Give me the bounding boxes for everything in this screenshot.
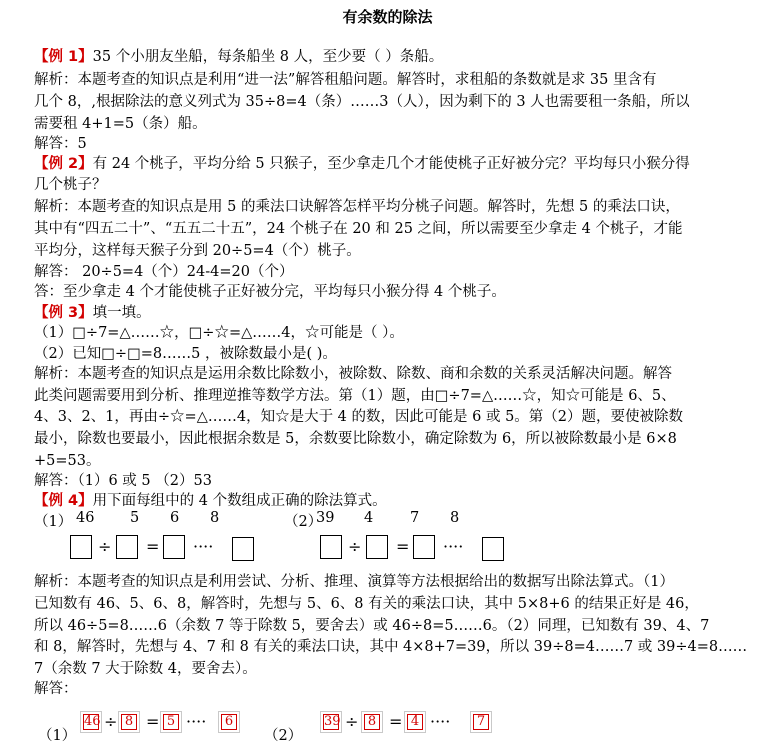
line-text: 几个桃子？ xyxy=(34,177,107,193)
text-line xyxy=(34,637,747,657)
example-label: 【例 2】 xyxy=(34,156,93,172)
text-line xyxy=(34,219,683,239)
line-text: 最小，除数也要最小，因此根据余数是 5，余数要比除数小，确定除数为 6，所以被除数最小是 6×8 xyxy=(34,431,677,447)
answer-divisor: 8 xyxy=(118,711,140,733)
text-line xyxy=(34,154,690,174)
text-line xyxy=(34,364,672,384)
text-line xyxy=(34,572,674,592)
answer2-label: （2） xyxy=(264,728,303,744)
remainder-dots: ···· xyxy=(430,712,451,731)
answer-divisor: 8 xyxy=(361,711,383,733)
divide-sign: ÷ xyxy=(104,712,118,731)
answer-dividend: 46 xyxy=(80,711,102,733)
text-line xyxy=(34,303,151,323)
text-line xyxy=(34,471,212,491)
line-text: 解答： xyxy=(34,681,78,697)
text-line xyxy=(34,594,699,614)
text-line xyxy=(34,451,100,471)
text-line xyxy=(34,241,361,261)
line-text: 已知数有 46、5、6、8，解答时，先想与 5、6、8 有关的乘法口诀，其中 5×8+6 的结果正好是 46， xyxy=(34,596,699,612)
blank-remainder-box[interactable] xyxy=(232,537,254,561)
divide-sign: ÷ xyxy=(345,712,359,731)
blank-dividend-box[interactable] xyxy=(70,535,92,559)
line-text: 解答：（1）6 或 5 （2）53 xyxy=(34,473,212,489)
text-line xyxy=(34,282,506,302)
text-line xyxy=(34,491,387,511)
text-line xyxy=(34,92,690,112)
line-text: 用下面每组中的 4 个数组成正确的除法算式。 xyxy=(92,493,387,509)
line-text: 和 8，解答时，先想与 4、7 和 8 有关的乘法口诀，其中 4×8+7=39，所以 39÷8=4……7 或 39÷4=8…… xyxy=(34,639,748,655)
line-text: 答：至少拿走 4 个才能使桃子正好被分完，平均每只小猴分得 4 个桃子。 xyxy=(34,284,506,300)
line-text: （2）已知□÷□=8……5 ，被除数最小是( )。 xyxy=(34,346,337,362)
line-text: 有 24 个桃子，平均分给 5 只猴子，至少拿走几个才能使桃子正好被分完？平均每只小猴分得 xyxy=(92,156,690,172)
line-text: 4、3、2、1，再由÷☆=△……4，知☆是大于 4 的数，因此可能是 6 或 5。第（2）题，要使被除数 xyxy=(34,409,684,425)
line-text: 几个 8，,根据除法的意义列式为 35÷8=4（条）……3（人），因为剩下的 3 人也需要租一条船，所以 xyxy=(34,94,690,110)
remainder-dots: ···· xyxy=(443,537,464,556)
example-label: 【例 1】 xyxy=(34,49,93,65)
text-line xyxy=(34,429,677,449)
text-line xyxy=(34,134,87,154)
text-line xyxy=(34,659,257,679)
group2-number: 7 xyxy=(410,510,420,526)
line-text: 解析：本题考查的知识点是利用“进一法”解答租船问题。解答时，求租船的条数就是求 35 里含有 xyxy=(34,72,657,88)
divide-sign: ÷ xyxy=(98,537,112,556)
text-line xyxy=(34,407,683,427)
line-text: 解析：本题考查的知识点是运用余数比除数小，被除数、除数、商和余数的关系灵活解决问题。解答 xyxy=(34,366,672,382)
group2-number: 4 xyxy=(364,510,374,526)
group1-label: （1） xyxy=(34,514,73,530)
divide-sign: ÷ xyxy=(348,537,362,556)
line-text: 填一填。 xyxy=(92,305,151,321)
line-text: 7（余数 7 大于除数 4，要舍去）。 xyxy=(34,661,257,677)
blank-divisor-box[interactable] xyxy=(366,535,388,559)
remainder-dots: ···· xyxy=(186,712,207,731)
line-text: 所以 46÷5=8……6（余数 7 等于除数 5，要舍去）或 46÷8=5……6。（2）同理，已知数有 39、4、7 xyxy=(34,618,710,634)
text-line xyxy=(34,262,293,282)
answer-dividend: 39 xyxy=(320,711,342,733)
group1-number: 8 xyxy=(210,510,220,526)
example-label: 【例 3】 xyxy=(34,305,93,321)
line-text: 解析：本题考查的知识点是用 5 的乘法口诀解答怎样平均分桃子问题。解答时，先想 5 的乘法口诀， xyxy=(34,199,680,215)
equals-sign: = xyxy=(389,712,403,731)
blank-quotient-box[interactable] xyxy=(163,535,185,559)
text-line xyxy=(34,679,78,699)
line-text: 需要租 4+1=5（条）船。 xyxy=(34,116,207,132)
equals-sign: = xyxy=(396,537,410,556)
answer1-label: （1） xyxy=(38,728,77,744)
line-text: 其中有“四五二十”、“五五二十五”，24 个桃子在 20 和 25 之间，所以需要至少拿走 4 个桃子，才能 xyxy=(34,221,683,237)
line-text: （1）□÷7=△……☆，□÷☆=△……4，☆可能是（ ）。 xyxy=(34,325,404,341)
line-text: 此类问题需要用到分析、推理逆推等数学方法。第（1）题，由□÷7=△……☆，知☆可能是 6、5、 xyxy=(34,388,676,404)
text-line xyxy=(34,70,657,90)
group1-number: 6 xyxy=(170,510,180,526)
text-line xyxy=(34,386,676,406)
text-line xyxy=(34,175,107,195)
answer-quotient: 5 xyxy=(160,711,182,733)
blank-remainder-box[interactable] xyxy=(482,537,504,561)
answer-quotient: 4 xyxy=(404,711,426,733)
blank-quotient-box[interactable] xyxy=(413,535,435,559)
group2-label: （2） xyxy=(284,514,323,530)
group2-number: 39 xyxy=(316,510,335,526)
line-text: 解答：5 xyxy=(34,136,87,152)
equals-sign: = xyxy=(146,537,160,556)
equals-sign: = xyxy=(146,712,160,731)
blank-divisor-box[interactable] xyxy=(116,535,138,559)
example-label: 【例 4】 xyxy=(34,493,93,509)
text-line xyxy=(34,616,709,636)
page-title: 有余数的除法 xyxy=(342,8,433,26)
text-line xyxy=(34,323,404,343)
line-text: 解答： 20÷5=4（个）24-4=20（个） xyxy=(34,264,294,280)
line-text: +5=53。 xyxy=(34,453,101,469)
line-text: 平均分，这样每天猴子分到 20÷5=4（个）桃子。 xyxy=(34,243,361,259)
text-line xyxy=(34,344,337,364)
answer-remainder: 7 xyxy=(470,711,492,733)
text-line xyxy=(34,47,443,67)
line-text: 解析：本题考查的知识点是利用尝试、分析、推理、演算等方法根据给出的数据写出除法算式。（1） xyxy=(34,574,674,590)
text-line xyxy=(34,197,680,217)
group1-number: 5 xyxy=(130,510,140,526)
group2-number: 8 xyxy=(450,510,460,526)
line-text: 35 个小朋友坐船，每条船坐 8 人，至少要（ ）条船。 xyxy=(92,49,444,65)
blank-dividend-box[interactable] xyxy=(320,535,342,559)
text-line xyxy=(34,114,207,134)
group1-number: 46 xyxy=(76,510,95,526)
answer-remainder: 6 xyxy=(218,711,240,733)
remainder-dots: ···· xyxy=(193,537,214,556)
